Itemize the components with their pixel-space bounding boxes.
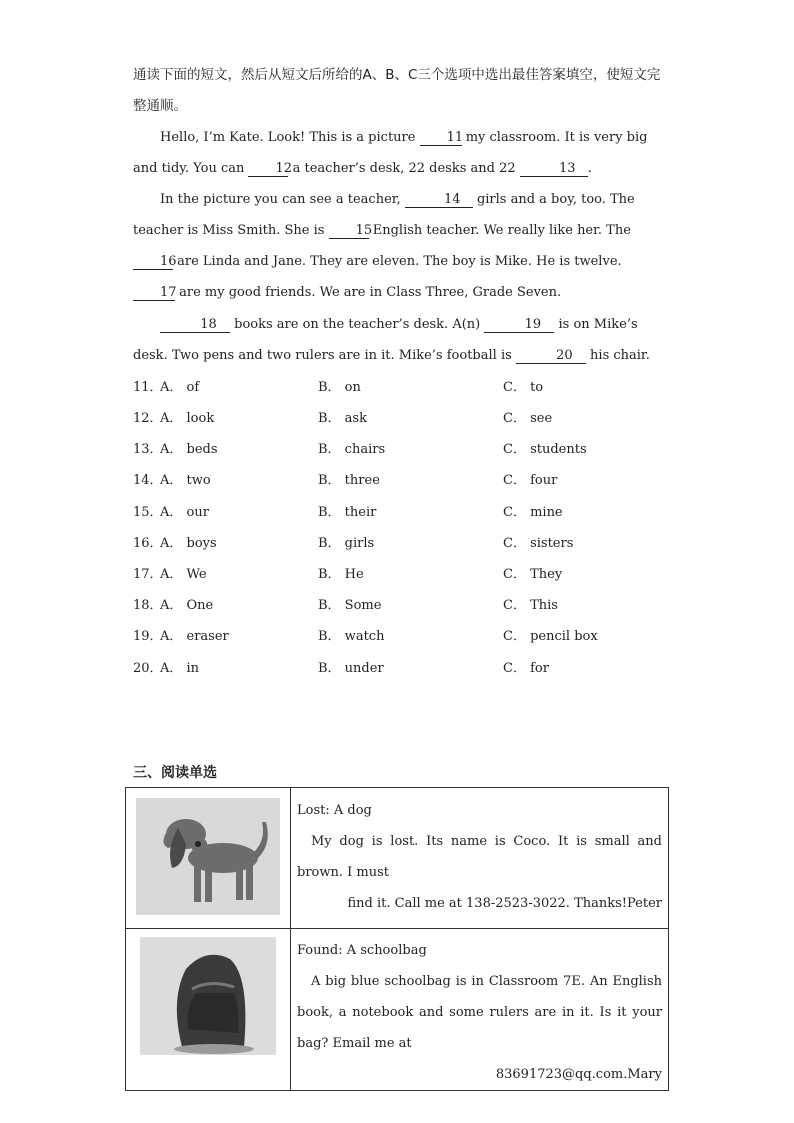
schoolbag-image — [126, 929, 290, 1063]
blank-13[interactable]: 13 — [520, 161, 588, 177]
found-schoolbag-notice — [291, 929, 669, 1091]
option-a[interactable]: A． beds — [160, 442, 218, 457]
question-14-options — [133, 465, 673, 496]
notice-contact: 83691723@qq.com.Mary — [495, 1067, 662, 1082]
option-b[interactable]: B． Some — [318, 598, 382, 613]
passage-text: are my good friends. We are in Class Three, Grade Seven. — [175, 285, 562, 300]
question-number: 19． — [133, 629, 163, 644]
question-19-options — [133, 621, 673, 652]
instruction-text: 通读下面的短文，然后从短文后所给的A、B、C三个选项中选出最佳答案填空，使短文完整通顺。 — [133, 67, 661, 114]
notice-heading: Found: A schoolbag — [297, 943, 427, 958]
question-number: 17． — [133, 567, 163, 582]
option-c[interactable]: C． four — [503, 473, 558, 488]
option-b[interactable]: B． three — [318, 473, 380, 488]
blank-11[interactable]: 11 — [420, 130, 462, 146]
question-number: 15． — [133, 505, 163, 520]
dog-image — [126, 788, 290, 924]
question-11-options — [133, 372, 673, 403]
passage-text: is on Mike’s desk. Two pens and two rulers are in it. Mike’s football is — [133, 317, 638, 363]
question-number: 11． — [133, 380, 163, 395]
option-a[interactable]: A． our — [160, 505, 209, 520]
question-20-options — [133, 653, 673, 684]
question-number: 18． — [133, 598, 163, 613]
option-b[interactable]: B． He — [318, 567, 364, 582]
passage-text: my classroom. It is very big and tidy. You can — [133, 130, 648, 176]
option-a[interactable]: A． look — [160, 411, 215, 426]
question-12-options — [133, 403, 673, 434]
lost-dog-notice — [291, 788, 669, 929]
passage-paragraph-1 — [133, 122, 663, 184]
passage-text: are Linda and Jane. They are eleven. The boy is Mike. He is twelve. — [173, 254, 622, 269]
question-number: 16． — [133, 536, 163, 551]
option-c[interactable]: C． see — [503, 411, 553, 426]
dog-collar-icon — [195, 841, 201, 847]
notice-body: My dog is lost. Its name is Coco. It is small and brown. I must — [297, 834, 662, 880]
question-18-options — [133, 590, 673, 621]
option-b[interactable]: B． chairs — [318, 442, 386, 457]
question-number: 12． — [133, 411, 163, 426]
option-b[interactable]: B． ask — [318, 411, 367, 426]
option-c[interactable]: C． students — [503, 442, 587, 457]
option-c[interactable]: C． pencil box — [503, 629, 598, 644]
option-c[interactable]: C． This — [503, 598, 558, 613]
passage-paragraph-3 — [133, 309, 663, 371]
notice-row-found-schoolbag — [126, 929, 669, 1091]
question-13-options — [133, 434, 673, 465]
blank-19[interactable]: 19 — [484, 317, 554, 333]
question-number: 20． — [133, 661, 163, 676]
blank-14[interactable]: 14 — [405, 192, 473, 208]
option-a[interactable]: A． two — [160, 473, 211, 488]
blank-15[interactable]: 15 — [329, 223, 369, 239]
passage-text: his chair. — [585, 348, 650, 363]
blank-20[interactable]: 20 — [516, 348, 586, 364]
option-a[interactable]: A． of — [160, 380, 200, 395]
option-a[interactable]: A． We — [160, 567, 207, 582]
option-b[interactable]: B． on — [318, 380, 361, 395]
passage-text: . — [587, 161, 592, 176]
image-cell — [126, 788, 291, 929]
notice-heading: Lost: A dog — [297, 803, 372, 818]
image-cell — [126, 929, 291, 1091]
option-c[interactable]: C． for — [503, 661, 549, 676]
notice-body: A big blue schoolbag is in Classroom 7E. An English book, a notebook and some rulers are in it. Is it your bag? Email me at — [297, 974, 662, 1051]
notice-contact: find it. Call me at 138-2523-3022. Thanks!Peter — [347, 896, 662, 911]
option-c[interactable]: C． They — [503, 567, 563, 582]
passage-text: Hello, I’m Kate. Look! This is a picture — [160, 130, 420, 145]
option-c[interactable]: C． mine — [503, 505, 563, 520]
option-c[interactable]: C． sisters — [503, 536, 574, 551]
question-17-options — [133, 559, 673, 590]
option-a[interactable]: A． One — [160, 598, 214, 613]
passage-text: books are on the teacher’s desk. A(n) — [230, 317, 485, 332]
blank-17[interactable]: 17 — [133, 285, 175, 301]
question-number: 14． — [133, 473, 163, 488]
section-title: 三、阅读单选 — [133, 765, 217, 781]
question-number: 13． — [133, 442, 163, 457]
option-a[interactable]: A． in — [160, 661, 200, 676]
option-b[interactable]: B． under — [318, 661, 384, 676]
option-c[interactable]: C． to — [503, 380, 544, 395]
passage-paragraph-2 — [133, 184, 663, 308]
blank-18[interactable]: 18 — [160, 317, 230, 333]
option-b[interactable]: B． their — [318, 505, 377, 520]
passage-text: In the picture you can see a teacher, — [160, 192, 405, 207]
passage-text: girls and a boy, too. The teacher is Miss Smith. She is — [133, 192, 635, 238]
passage-text: a teacher’s desk, 22 desks and 22 — [288, 161, 520, 176]
question-15-options — [133, 497, 673, 528]
option-b[interactable]: B． girls — [318, 536, 375, 551]
passage-text: English teacher. We really like her. The — [368, 223, 631, 238]
notice-table — [125, 787, 669, 1091]
option-a[interactable]: A． eraser — [160, 629, 229, 644]
notice-row-lost-dog — [126, 788, 669, 929]
blank-12[interactable]: 12 — [248, 161, 288, 177]
option-a[interactable]: A． boys — [160, 536, 217, 551]
option-b[interactable]: B． watch — [318, 629, 385, 644]
blank-16[interactable]: 16 — [133, 254, 173, 270]
question-16-options — [133, 528, 673, 559]
